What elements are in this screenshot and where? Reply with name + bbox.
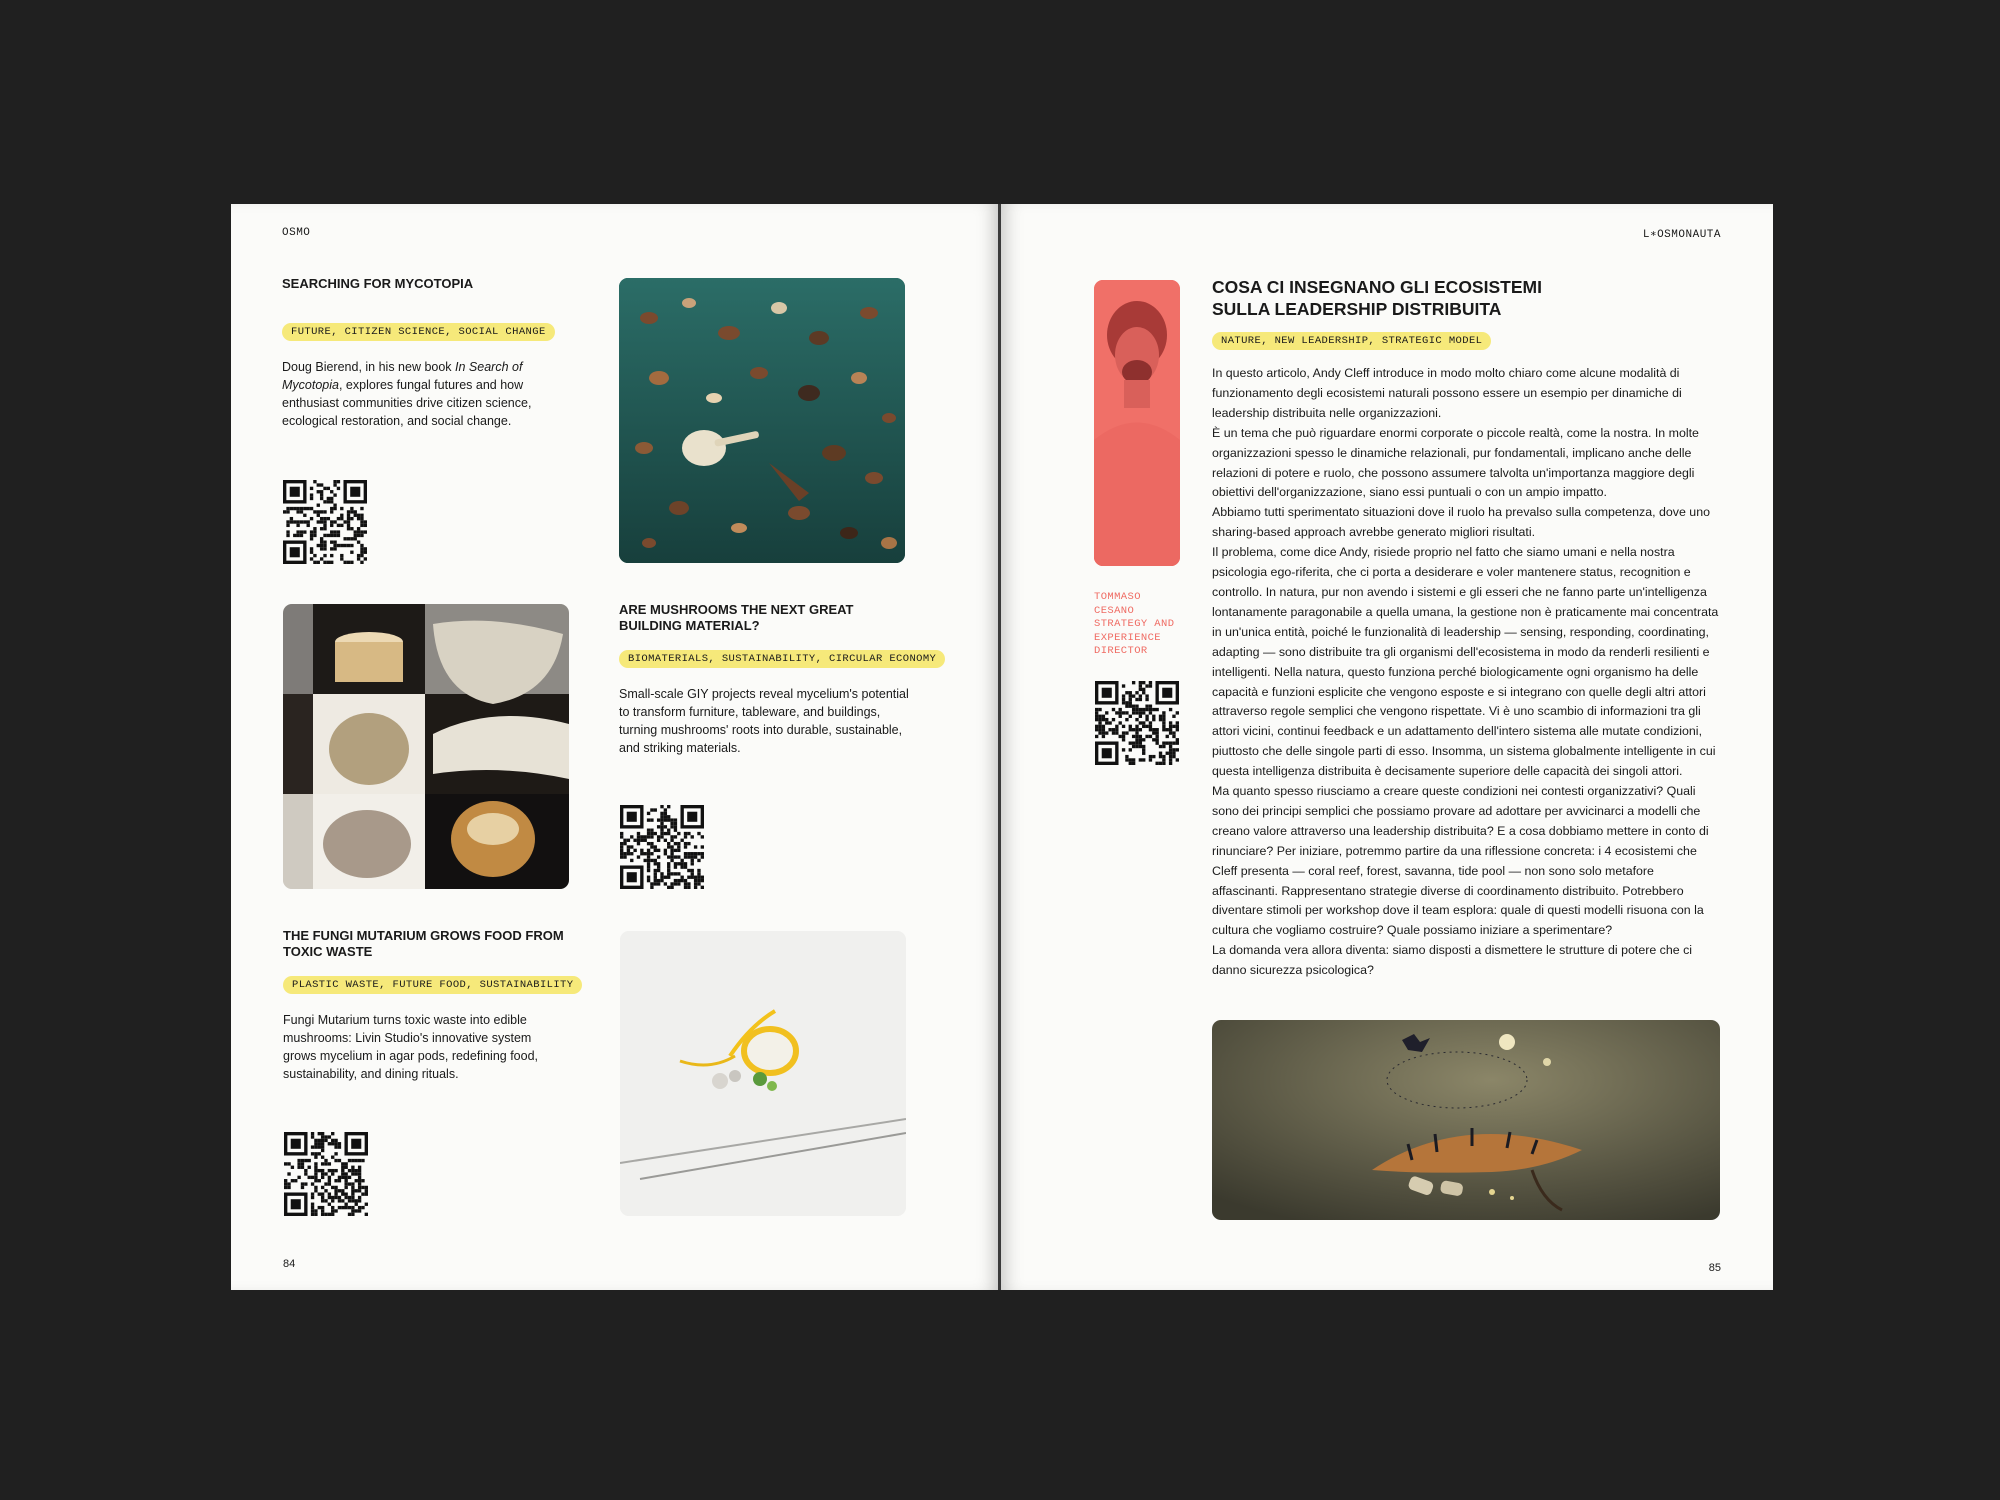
photo-mycelium-materials-grid [283,604,569,889]
right-page [1001,204,1773,1290]
left-page-number: 84 [283,1258,296,1270]
author-portrait [1094,280,1180,566]
article-title-ecosistemi: COSA CI INSEGNANO GLI ECOSISTEMI SULLA LEADERSHIP DISTRIBUITA [1212,277,1542,319]
author-role-line3: DIRECTOR [1094,645,1148,657]
article-title-building-material: ARE MUSHROOMS THE NEXT GREAT BUILDING MATERIAL? [619,602,854,633]
tags-ecosistemi: NATURE, NEW LEADERSHIP, STRATEGIC MODEL [1212,332,1491,350]
photo-mushrooms-collection [619,278,905,563]
article-body-building-material: Small-scale GIY projects reveal mycelium's potential to transform furniture, tableware, and buildings, turning mushrooms' roots into durable, sustainable, and striking materials. [619,687,909,755]
article-body-mycotopia: Doug Bierend, in his new book In Search of Mycotopia, explores fungal futures and how enthusiast communities drive citizen science, ecological restoration, and social change. [282,360,532,428]
left-running-header: OSMO [282,227,311,239]
photo-fungi-mutarium-dish [620,931,906,1216]
paragraph: Ma quanto spesso riusciamo a creare queste condizioni nei contesti organizzativi? Quali sono dei principi semplici che possiamo provare ad adottare per avvicinarci a modelli che creano valore attraverso una leadership distribuita? E a cosa dobbiamo mettere in conto di rinunciare? Per iniziare, potremmo partire da una riflessione concreta: i 4 ecosistemi che Cleff presenta — coral reef, forest, savanna, tide pool — non sono solo metafore affascinanti. Rappresentano strategie diverse di coordinamento distribuito. Potrebbero diventare stimoli per workshop dove il team esplora: quale di questi modelli risuona con la cultura che vogliamo costruire? Quale possiamo iniziare a sperimentare? [1212,784,1709,938]
right-running-header: L∗OSMONAUTA [1642,229,1721,241]
illustration-mushroom-ecosystem [1212,1020,1720,1220]
author-role-line1: STRATEGY AND [1094,618,1175,630]
left-page [231,204,999,1290]
author-role-line2: EXPERIENCE [1094,631,1162,644]
right-page-number: 85 [1708,1262,1721,1274]
qr-code-fungi-mutarium[interactable] [284,1132,368,1216]
author-info [1094,591,1174,659]
article-body-ecosistemi [1212,364,1722,981]
article-title-mycotopia: SEARCHING FOR MYCOTOPIA [282,276,474,291]
paragraph: Il problema, come dice Andy, risiede proprio nel fatto che siamo umani e nella nostra psicologia ego-riferita, che ci porta a desiderare e voler mantenere status, recognition e controllo. In natura, pur non avendo i sistemi e gli esseri che ne fanno parte un'intelligenza lontanamente paragonabile a quella umana, la gestione non è praticamente mai concentrata in un'unica entità, poiché le funzionalità di leadership — sensing, responding, coordinating, adapting — sono distribuite tra gli organismi dell'ecosistema in modo da renderli resilienti e intelligenti. Nella natura, questo funziona perché biologicamente ogni organismo ha delle capacità e funzioni esplicite che vengono esposte e si integrano con quelle degli altri attori attraverso regole semplici che vengono rispettate. Vi è uno scambio di informazioni tra gli attori vicini, continui feedback e un adattamento dell'intero sistema alle mutate condizioni, piuttosto che delle singole parti di esso. Insomma, un sistema globalmente intelligente in cui questa intelligenza distribuita è decisamente superiore delle capacità dei singoli attori. [1212,545,1719,779]
paragraph: Abbiamo tutti sperimentato situazioni dove il ruolo ha prevalso sulla competenza, dove uno sharing-based approach avrebbe generato migliori risultati. [1212,505,1710,540]
paragraph: In questo articolo, Andy Cleff introduce in modo molto chiaro come alcune modalità di funzionamento degli ecosistemi naturali possono essere un esempio per dinamiche di leadership distribuita nelle organizzazioni. [1212,366,1682,420]
tags-mycotopia: FUTURE, CITIZEN SCIENCE, SOCIAL CHANGE [282,323,555,341]
qr-code-building-material[interactable] [620,805,704,889]
tags-fungi-mutarium: PLASTIC WASTE, FUTURE FOOD, SUSTAINABILITY [283,976,582,994]
article-title-fungi-mutarium: THE FUNGI MUTARIUM GROWS FOOD FROM TOXIC WASTE [283,928,564,959]
article-body-fungi-mutarium: Fungi Mutarium turns toxic waste into edible mushrooms: Livin Studio's innovative system grows mycelium in agar pods, redefining food, sustainability, and dining rituals. [283,1013,538,1081]
qr-code-author[interactable] [1095,681,1179,765]
tags-building-material: BIOMATERIALS, SUSTAINABILITY, CIRCULAR ECONOMY [619,650,945,668]
paragraph: La domanda vera allora diventa: siamo disposti a dismettere le strutture di potere che ci danno sicurezza psicologica? [1212,943,1693,978]
author-name-line1: TOMMASO [1094,591,1141,603]
book-title: In Search of Mycotopia [282,360,523,392]
qr-code-mycotopia[interactable] [283,480,367,564]
paragraph: È un tema che può riguardare enormi corporate o piccole realtà, come la nostra. In molte organizzazioni spesso le dinamiche relazionali, pur fondamentali, implicano anche delle relazioni di potere e ruolo, che possono assumere talvolta un'importanza maggiore degli obiettivi dell'organizzazione, siano essi puntuali o con un ampio impatto. [1212,425,1699,500]
author-name-line2: CESANO [1094,604,1135,617]
